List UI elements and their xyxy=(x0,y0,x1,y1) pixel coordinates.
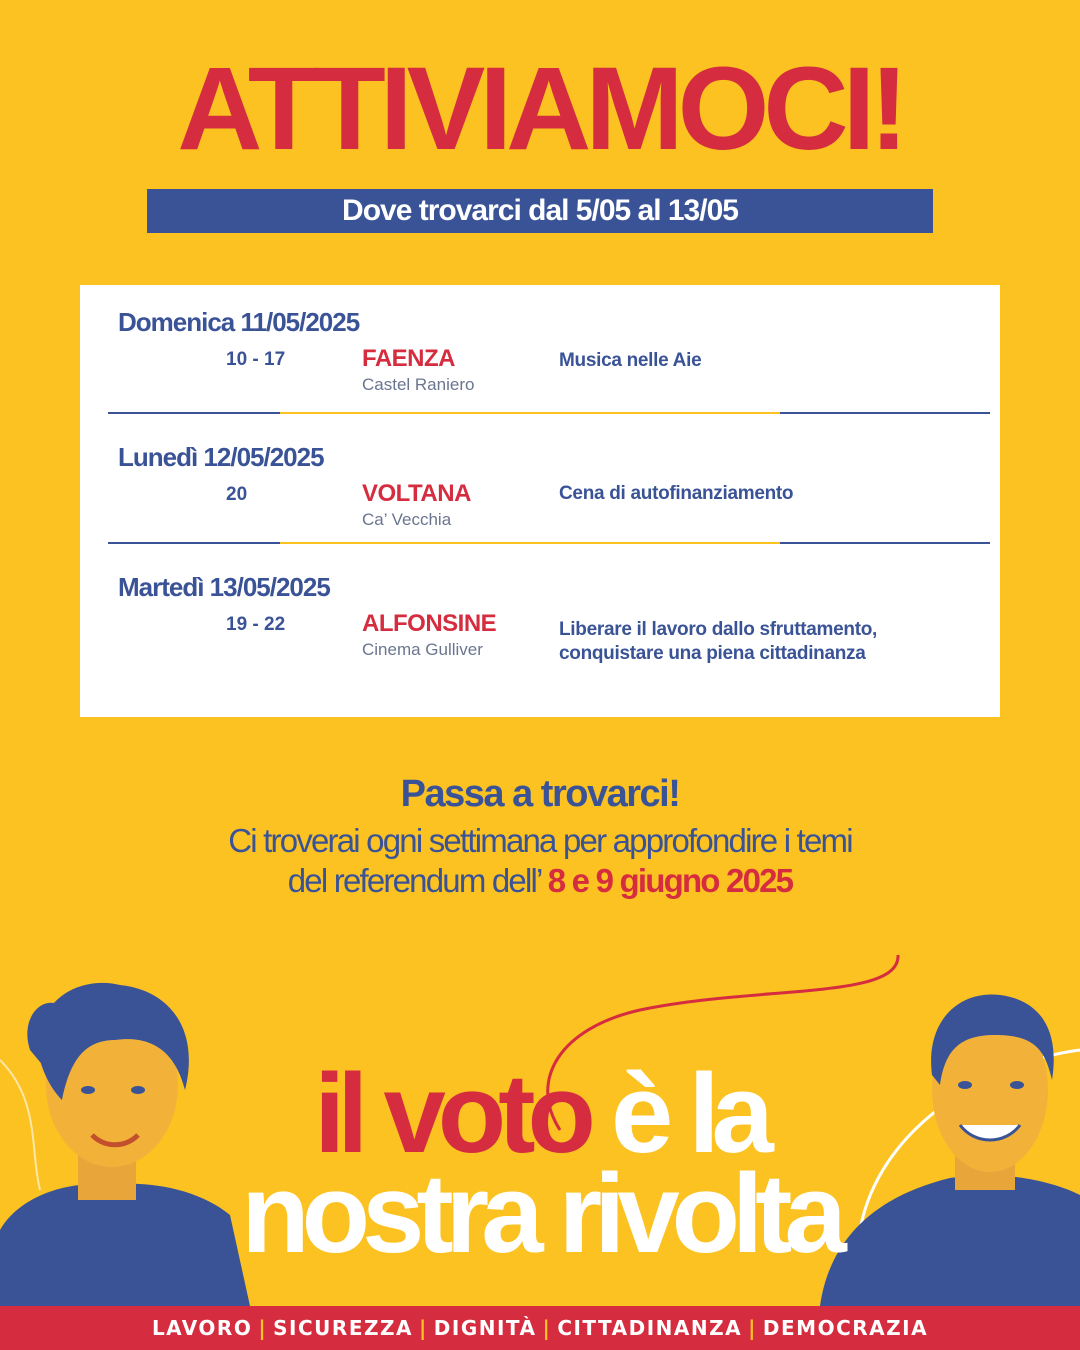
event-title: Cena di autofinanziamento xyxy=(559,483,794,504)
event-place: Castel Raniero xyxy=(362,375,475,394)
cta-text-line xyxy=(0,862,1080,900)
footer-bar xyxy=(0,1306,1080,1350)
date-range-banner: Dove trovarci dal 5/05 al 13/05 xyxy=(147,189,933,233)
divider xyxy=(108,542,990,544)
cta-text-line: Ci troverai ogni settimana per approfondire i temi xyxy=(228,822,852,859)
slogan-line-2: nostra rivolta xyxy=(241,1151,839,1276)
footer-separator: | xyxy=(748,1316,757,1340)
event-title-line: Liberare il lavoro dallo sfruttamento, xyxy=(559,619,878,640)
main-headline: ATTIVIAMOCI! xyxy=(177,43,903,175)
event-day: Domenica 11/05/2025 xyxy=(118,307,360,337)
event-city: FAENZA xyxy=(362,345,455,372)
event-day: Martedì 13/05/2025 xyxy=(118,572,330,602)
divider xyxy=(108,412,990,414)
cta-title: Passa a trovarci! xyxy=(400,773,680,815)
footer-item: DIGNITÀ xyxy=(433,1316,537,1340)
events-card xyxy=(80,285,1000,717)
slogan-part-red: il voto xyxy=(314,1051,588,1176)
event-title xyxy=(559,618,877,666)
footer-separator: | xyxy=(258,1316,268,1340)
cta-text-prefix: del referendum dell’ xyxy=(287,862,541,899)
footer-separator: | xyxy=(542,1316,552,1340)
event-place: Ca’ Vecchia xyxy=(362,510,452,529)
event-city: ALFONSINE xyxy=(362,610,497,637)
event-title: Musica nelle Aie xyxy=(559,350,702,371)
event-time: 10 - 17 xyxy=(226,349,286,370)
event-time: 19 - 22 xyxy=(226,614,286,635)
footer-separator: | xyxy=(418,1316,428,1340)
footer-item: CITTADINANZA xyxy=(557,1316,743,1340)
footer-item: LAVORO xyxy=(151,1316,253,1340)
event-title-line: conquistare una piena cittadinanza xyxy=(559,643,866,664)
event-city: VOLTANA xyxy=(362,480,471,507)
event-day: Lunedì 12/05/2025 xyxy=(118,442,324,472)
footer-item: SICUREZZA xyxy=(273,1316,413,1340)
event-time: 20 xyxy=(226,484,248,505)
referendum-dates: 8 e 9 giugno 2025 xyxy=(547,862,793,899)
slogan-part-white: è la xyxy=(611,1051,766,1176)
event-place: Cinema Gulliver xyxy=(362,640,483,659)
footer-item: DEMOCRAZIA xyxy=(762,1316,929,1340)
